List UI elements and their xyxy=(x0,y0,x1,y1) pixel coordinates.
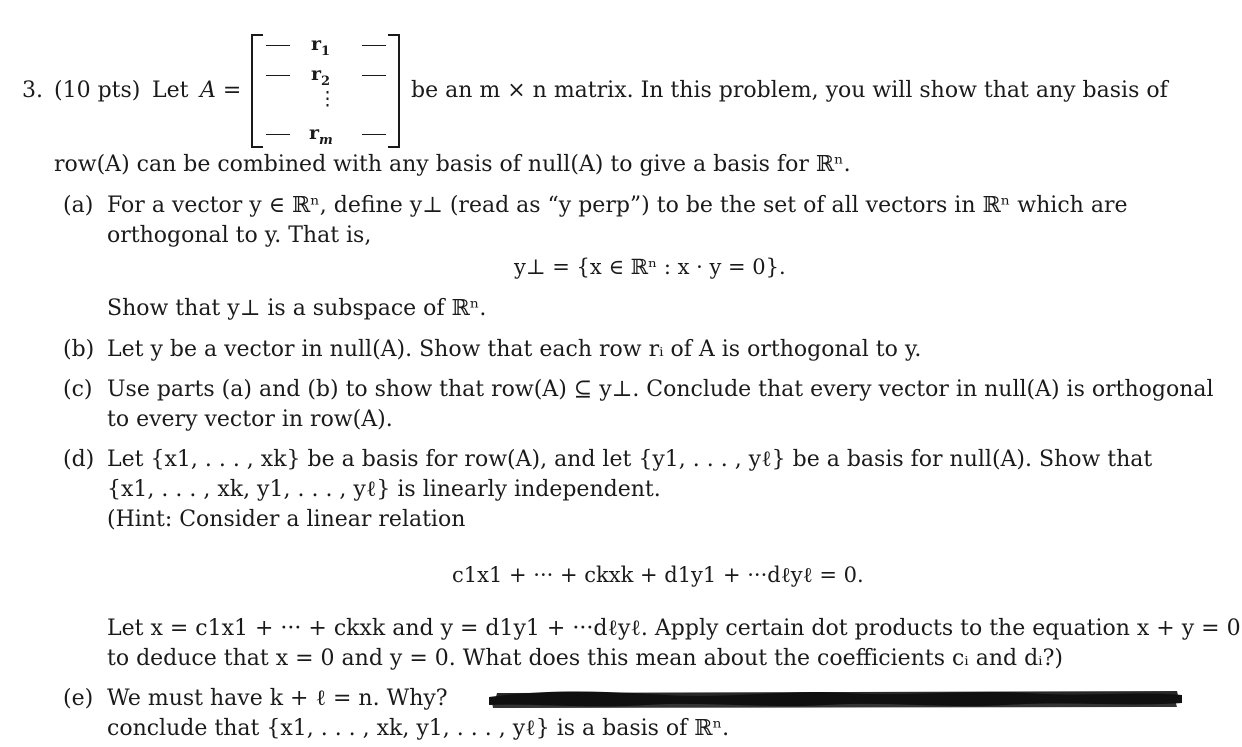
part-e-line2: conclude that {x1, . . . , xk, y1, . . . , yℓ} is a basis of ℝⁿ. xyxy=(107,716,730,741)
part-d-line1: Let {x1, . . . , xk} be a basis for row(A), and let {y1, . . . , yℓ} be a basis for null(A). Show that xyxy=(107,447,1153,472)
part-e-label: (e) xyxy=(63,686,94,711)
part-d-line3: (Hint: Consider a linear relation xyxy=(107,507,466,532)
matrix-left-bracket xyxy=(251,34,263,148)
part-a-display-equation: y⊥ = {x ∈ ℝⁿ : x · y = 0}. xyxy=(514,255,786,279)
problem-points: (10 pts) xyxy=(54,78,141,103)
let-prefix: Let xyxy=(152,78,189,103)
part-c-label: (c) xyxy=(63,377,93,402)
matrix-row1-left-line xyxy=(266,45,290,46)
part-b-line1: Let y be a vector in null(A). Show that each row rᵢ of A is orthogonal to y. xyxy=(107,337,922,362)
part-a-label: (a) xyxy=(63,193,94,218)
matrix-row-rm: $r_m$ xyxy=(309,122,333,148)
matrix-row-r1: $r_1$ xyxy=(311,33,331,59)
part-d-line4: Let x = c1x1 + ··· + ckxk and y = d1y1 + ···dℓyℓ. Apply certain dot products to the equation x + y = 0 xyxy=(107,616,1241,641)
problem-number: 3. xyxy=(22,78,43,103)
part-c-line1: Use parts (a) and (b) to show that row(A) ⊆ y⊥. Conclude that every vector in null(A) is orthogonal xyxy=(107,377,1214,402)
intro-line2: row(A) can be combined with any basis of null(A) to give a basis for ℝⁿ. xyxy=(54,152,851,177)
part-d-line2: {x1, . . . , xk, y1, . . . , yℓ} is linearly independent. xyxy=(107,477,661,502)
matrix-rowm-right-line xyxy=(362,134,386,135)
matrix-row1-right-line xyxy=(362,45,386,46)
part-c-line2: to every vector in row(A). xyxy=(107,407,393,432)
matrix-row2-right-line xyxy=(362,75,386,76)
intro-rest: be an m × n matrix. In this problem, you will show that any basis of xyxy=(411,78,1168,103)
matrix-row-vdots: ⋮ xyxy=(318,88,337,110)
redaction-scribble xyxy=(487,687,1184,709)
part-d-label: (d) xyxy=(63,447,95,472)
matrix-right-bracket xyxy=(388,34,400,148)
matrix-row2-left-line xyxy=(266,75,290,76)
part-d-line5: to deduce that x = 0 and y = 0. What does this mean about the coefficients cᵢ and dᵢ?) xyxy=(107,646,1063,671)
matrix-name: A = xyxy=(200,78,242,103)
matrix-row-r2: $r_2$ xyxy=(311,63,331,89)
matrix-rowm-left-line xyxy=(266,134,290,135)
part-e-line1: We must have k + ℓ = n. Why? xyxy=(107,686,448,711)
part-b-label: (b) xyxy=(63,337,95,362)
part-a-line2: orthogonal to y. That is, xyxy=(107,223,372,248)
part-d-display-equation: c1x1 + ··· + ckxk + d1y1 + ···dℓyℓ = 0. xyxy=(452,563,864,587)
part-a-line3: Show that y⊥ is a subspace of ℝⁿ. xyxy=(107,296,487,321)
part-a-line1: For a vector y ∈ ℝⁿ, define y⊥ (read as “y perp”) to be the set of all vectors in ℝⁿ which are xyxy=(107,193,1128,218)
